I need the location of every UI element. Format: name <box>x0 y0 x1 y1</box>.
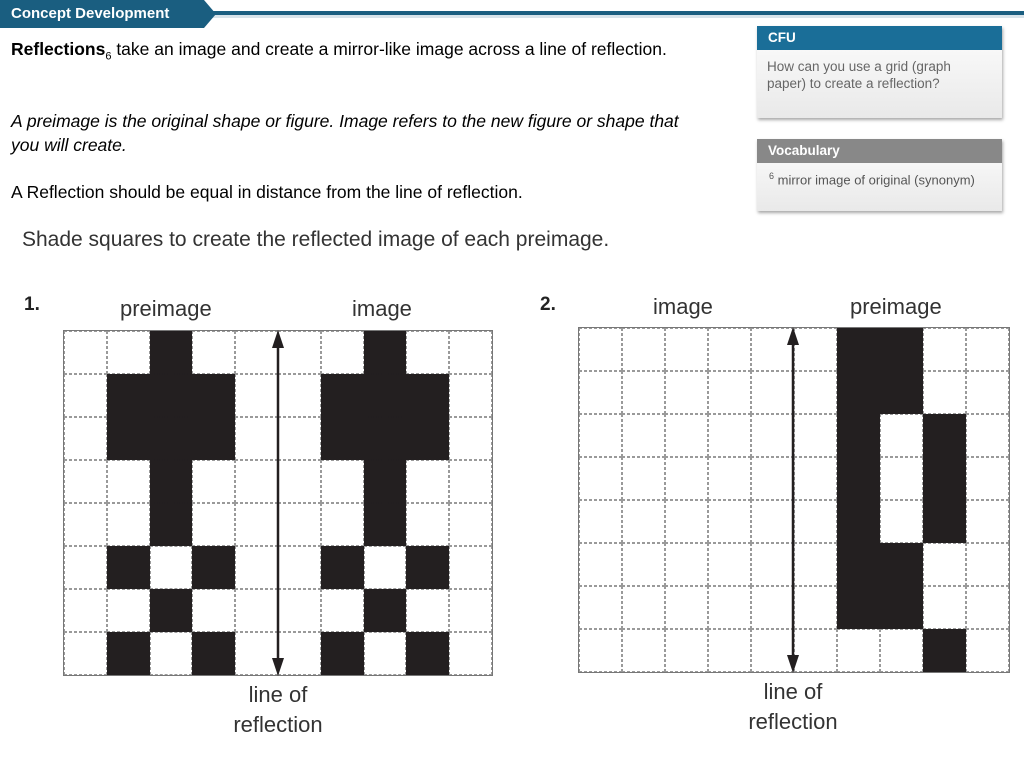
definition-paragraph <box>11 37 711 69</box>
problem-1-number: 1. <box>24 294 40 315</box>
problem-2-cell-r3-c6[interactable] <box>837 457 880 500</box>
problem-2-cell-r5-c9[interactable] <box>966 543 1009 586</box>
problem-2-cell-r3-c8[interactable] <box>923 457 966 500</box>
problem-1-cell-r6-c8[interactable] <box>406 589 449 632</box>
problem-2-cell-r4-c8[interactable] <box>923 500 966 543</box>
problem-2-cell-r2-c2[interactable] <box>665 414 708 457</box>
problem-2-line-label-1: line of <box>763 679 823 704</box>
term-reflections: Reflections <box>11 39 106 59</box>
problem-1-cell-r5-c7[interactable] <box>364 546 407 589</box>
problem-1-cell-r7-c2[interactable] <box>150 632 193 675</box>
problem-1-cell-r1-c0[interactable] <box>64 374 107 417</box>
problem-2-cell-r2-c1[interactable] <box>622 414 665 457</box>
problem-1-cell-r4-c2[interactable] <box>150 503 193 546</box>
problem-2-cell-r5-c6[interactable] <box>837 543 880 586</box>
problem-1-cell-r5-c0[interactable] <box>64 546 107 589</box>
problem-1-cell-r4-c9[interactable] <box>449 503 492 546</box>
problem-2-line-label-2: reflection <box>748 709 838 734</box>
problem-2-cell-r0-c7[interactable] <box>880 328 923 371</box>
problem-1-preimage-label: preimage <box>120 296 212 321</box>
problem-1-cell-r5-c3[interactable] <box>192 546 235 589</box>
problem-2-cell-r3-c2[interactable] <box>665 457 708 500</box>
problem-2-cell-r6-c0[interactable] <box>579 586 622 629</box>
problem-2-cell-r0-c9[interactable] <box>966 328 1009 371</box>
problem-2-cell-r7-c1[interactable] <box>622 629 665 672</box>
problem-2-cell-r7-c3[interactable] <box>708 629 751 672</box>
problem-2-cell-r3-c1[interactable] <box>622 457 665 500</box>
problem-2-cell-r1-c3[interactable] <box>708 371 751 414</box>
problem-2-line-label <box>723 677 863 737</box>
problem-2-cell-r4-c7[interactable] <box>880 500 923 543</box>
problem-2-cell-r6-c3[interactable] <box>708 586 751 629</box>
problem-1-cell-r1-c1[interactable] <box>107 374 150 417</box>
problem-1-cell-r2-c2[interactable] <box>150 417 193 460</box>
problem-2-cell-r4-c3[interactable] <box>708 500 751 543</box>
problem-2-cell-r1-c7[interactable] <box>880 371 923 414</box>
problem-1-cell-r3-c8[interactable] <box>406 460 449 503</box>
problem-2-cell-r0-c8[interactable] <box>923 328 966 371</box>
problem-1-cell-r7-c1[interactable] <box>107 632 150 675</box>
problem-1-cell-r6-c7[interactable] <box>364 589 407 632</box>
problem-1-cell-r2-c6[interactable] <box>321 417 364 460</box>
problem-2-cell-r4-c1[interactable] <box>622 500 665 543</box>
problem-1-cell-r4-c7[interactable] <box>364 503 407 546</box>
problem-1-image-label: image <box>352 296 412 321</box>
preimage-paragraph: A preimage is the original shape or figure. Image refers to the new figure or shape that you will create. <box>11 111 679 155</box>
problem-1-cell-r4-c1[interactable] <box>107 503 150 546</box>
problem-1-cell-r1-c2[interactable] <box>150 374 193 417</box>
problem-2-cell-r2-c7[interactable] <box>880 414 923 457</box>
problem-2-cell-r1-c1[interactable] <box>622 371 665 414</box>
problem-1-cell-r6-c2[interactable] <box>150 589 193 632</box>
vocabulary-box <box>757 139 1002 211</box>
problem-1-cell-r0-c7[interactable] <box>364 331 407 374</box>
problem-1-cell-r5-c8[interactable] <box>406 546 449 589</box>
problem-2-cell-r1-c6[interactable] <box>837 371 880 414</box>
problem-1-cell-r2-c1[interactable] <box>107 417 150 460</box>
problem-1-cell-r7-c0[interactable] <box>64 632 107 675</box>
definition-text: take an image and create a mirror-like image across a line of reflection. <box>111 39 667 59</box>
problem-1-cell-r3-c0[interactable] <box>64 460 107 503</box>
problem-2-cell-r7-c0[interactable] <box>579 629 622 672</box>
problem-1-cell-r0-c6[interactable] <box>321 331 364 374</box>
cfu-title: CFU <box>757 26 1002 50</box>
problem-2-cell-r5-c0[interactable] <box>579 543 622 586</box>
problem-2-cell-r6-c7[interactable] <box>880 586 923 629</box>
problem-2-cell-r4-c6[interactable] <box>837 500 880 543</box>
problem-1-cell-r2-c0[interactable] <box>64 417 107 460</box>
problem-2-cell-r2-c3[interactable] <box>708 414 751 457</box>
problem-2-preimage-label: preimage <box>850 294 942 319</box>
problem-2-cell-r5-c1[interactable] <box>622 543 665 586</box>
problem-2-cell-r1-c2[interactable] <box>665 371 708 414</box>
problem-1-cell-r6-c0[interactable] <box>64 589 107 632</box>
problem-2-cell-r0-c1[interactable] <box>622 328 665 371</box>
problem-1-cell-r0-c3[interactable] <box>192 331 235 374</box>
problem-1-cell-r4-c3[interactable] <box>192 503 235 546</box>
problem-1-cell-r3-c3[interactable] <box>192 460 235 503</box>
problem-2-reflection-line <box>783 327 803 673</box>
problem-1-cell-r3-c2[interactable] <box>150 460 193 503</box>
problem-2-cell-r4-c2[interactable] <box>665 500 708 543</box>
problem-1-cell-r1-c8[interactable] <box>406 374 449 417</box>
header-tab <box>0 0 216 28</box>
problem-2-cell-r3-c0[interactable] <box>579 457 622 500</box>
vocabulary-title: Vocabulary <box>757 139 1002 163</box>
problem-2-cell-r5-c8[interactable] <box>923 543 966 586</box>
problem-2-image-label: image <box>653 294 713 319</box>
problem-1-cell-r1-c3[interactable] <box>192 374 235 417</box>
problem-1-cell-r5-c2[interactable] <box>150 546 193 589</box>
problem-2-cell-r6-c8[interactable] <box>923 586 966 629</box>
problem-2-cell-r1-c0[interactable] <box>579 371 622 414</box>
problem-2-cell-r2-c6[interactable] <box>837 414 880 457</box>
problem-2-cell-r0-c6[interactable] <box>837 328 880 371</box>
problem-1-cell-r1-c9[interactable] <box>449 374 492 417</box>
problem-2-cell-r6-c2[interactable] <box>665 586 708 629</box>
problem-2-cell-r3-c9[interactable] <box>966 457 1009 500</box>
problem-1-cell-r2-c9[interactable] <box>449 417 492 460</box>
cfu-box <box>757 26 1002 118</box>
problem-2-cell-r2-c8[interactable] <box>923 414 966 457</box>
problem-2-cell-r7-c2[interactable] <box>665 629 708 672</box>
problem-1-cell-r4-c6[interactable] <box>321 503 364 546</box>
problem-1-line-label-2: reflection <box>233 712 323 737</box>
problem-1-cell-r7-c8[interactable] <box>406 632 449 675</box>
problem-2-cell-r6-c9[interactable] <box>966 586 1009 629</box>
problem-2-cell-r7-c7[interactable] <box>880 629 923 672</box>
vocabulary-text: mirror image of original (synonym) <box>774 172 975 188</box>
problem-1-line-label-1: line of <box>248 682 308 707</box>
problem-2-cell-r0-c2[interactable] <box>665 328 708 371</box>
problem-2-cell-r4-c9[interactable] <box>966 500 1009 543</box>
cfu-question: How can you use a grid (graph paper) to create a reflection? <box>767 59 951 91</box>
problem-1-cell-r0-c9[interactable] <box>449 331 492 374</box>
problem-1-cell-r1-c7[interactable] <box>364 374 407 417</box>
problem-1-cell-r5-c6[interactable] <box>321 546 364 589</box>
problem-1-cell-r2-c3[interactable] <box>192 417 235 460</box>
problem-2-cell-r5-c2[interactable] <box>665 543 708 586</box>
problem-1-cell-r3-c7[interactable] <box>364 460 407 503</box>
problem-2-cell-r1-c8[interactable] <box>923 371 966 414</box>
problem-2-cell-r1-c9[interactable] <box>966 371 1009 414</box>
problem-2-cell-r3-c7[interactable] <box>880 457 923 500</box>
problem-1-cell-r5-c9[interactable] <box>449 546 492 589</box>
problem-2-cell-r4-c0[interactable] <box>579 500 622 543</box>
problem-2-cell-r5-c7[interactable] <box>880 543 923 586</box>
problem-1-cell-r6-c9[interactable] <box>449 589 492 632</box>
problem-2-cell-r0-c0[interactable] <box>579 328 622 371</box>
problem-2-cell-r6-c1[interactable] <box>622 586 665 629</box>
problem-1-cell-r6-c3[interactable] <box>192 589 235 632</box>
problem-1-cell-r4-c0[interactable] <box>64 503 107 546</box>
problem-1-cell-r2-c8[interactable] <box>406 417 449 460</box>
problem-1-cell-r2-c7[interactable] <box>364 417 407 460</box>
problem-2-cell-r3-c3[interactable] <box>708 457 751 500</box>
problem-2-cell-r6-c6[interactable] <box>837 586 880 629</box>
problem-2-cell-r7-c8[interactable] <box>923 629 966 672</box>
problem-2-number: 2. <box>540 294 556 315</box>
problem-1-reflection-line <box>268 330 288 676</box>
header-title: Concept Development <box>11 5 170 22</box>
problem-1-cell-r7-c3[interactable] <box>192 632 235 675</box>
problem-1-cell-r6-c6[interactable] <box>321 589 364 632</box>
footnote-ref: 6 <box>105 50 112 63</box>
problem-1-cell-r6-c1[interactable] <box>107 589 150 632</box>
problem-1-cell-r7-c6[interactable] <box>321 632 364 675</box>
problem-2-cell-r0-c3[interactable] <box>708 328 751 371</box>
problem-1-cell-r0-c8[interactable] <box>406 331 449 374</box>
problem-2-cell-r2-c9[interactable] <box>966 414 1009 457</box>
distance-paragraph: A Reflection should be equal in distance from the line of reflection. <box>11 182 523 202</box>
vocabulary-definition <box>757 163 1002 195</box>
problem-1-line-label <box>208 680 348 740</box>
instruction: Shade squares to create the reflected image of each preimage. <box>22 228 610 251</box>
problem-1-cell-r3-c9[interactable] <box>449 460 492 503</box>
problem-2-cell-r7-c6[interactable] <box>837 629 880 672</box>
problem-1-cell-r1-c6[interactable] <box>321 374 364 417</box>
problem-2-cell-r7-c9[interactable] <box>966 629 1009 672</box>
problem-1-cell-r5-c1[interactable] <box>107 546 150 589</box>
problem-2-cell-r2-c0[interactable] <box>579 414 622 457</box>
problem-1-cell-r4-c8[interactable] <box>406 503 449 546</box>
vocabulary-footnote: 6 <box>769 171 775 181</box>
problem-1-cell-r0-c1[interactable] <box>107 331 150 374</box>
problem-1-cell-r0-c0[interactable] <box>64 331 107 374</box>
problem-1-cell-r7-c7[interactable] <box>364 632 407 675</box>
problem-2-cell-r5-c3[interactable] <box>708 543 751 586</box>
problem-1-cell-r0-c2[interactable] <box>150 331 193 374</box>
problem-1-cell-r3-c1[interactable] <box>107 460 150 503</box>
problem-1-cell-r7-c9[interactable] <box>449 632 492 675</box>
problem-1-cell-r3-c6[interactable] <box>321 460 364 503</box>
